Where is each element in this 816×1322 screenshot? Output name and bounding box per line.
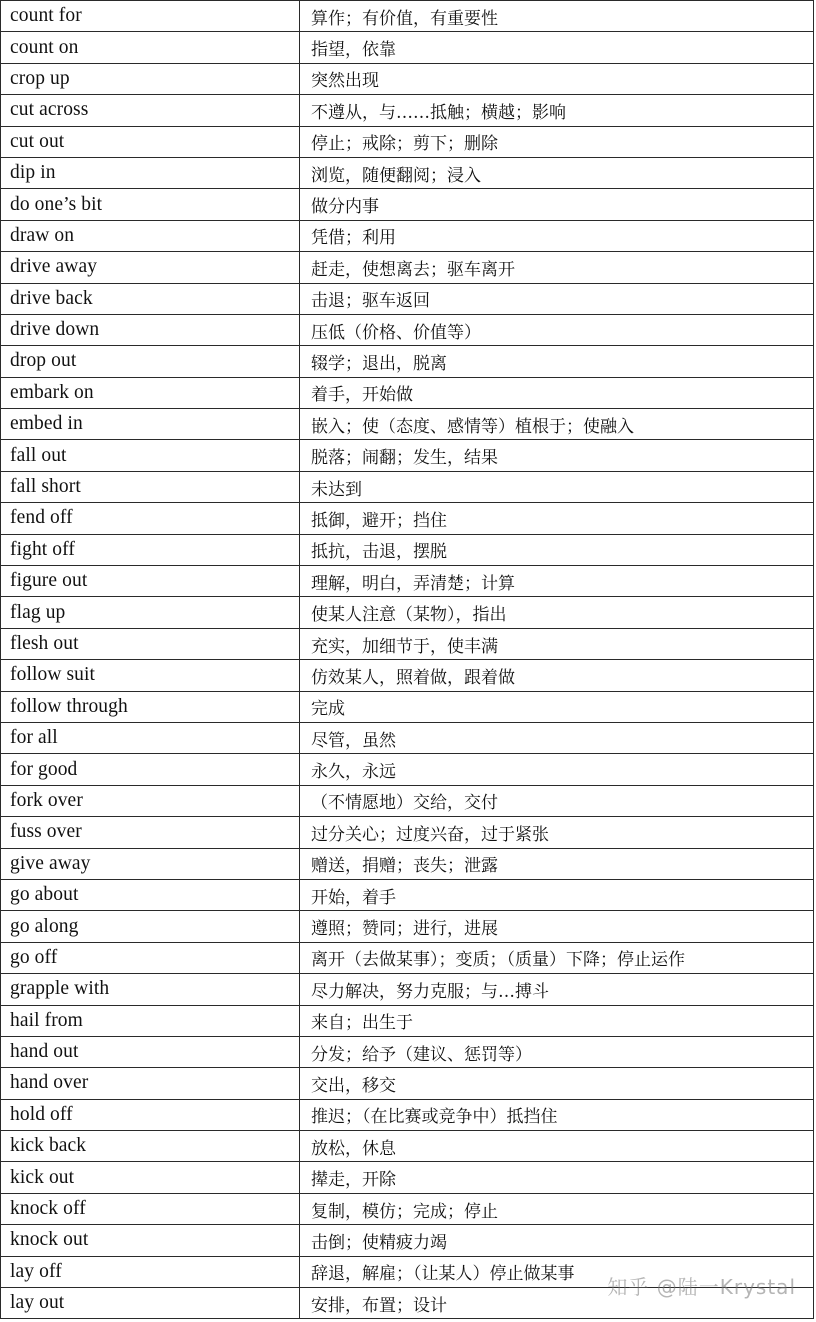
phrase-meaning: 着手，开始做 — [300, 377, 814, 408]
table-row — [1, 440, 814, 471]
table-row — [1, 283, 814, 314]
phrase-meaning: 理解，明白，弄清楚；计算 — [300, 566, 814, 597]
phrase-meaning: 未达到 — [300, 471, 814, 502]
phrase-meaning: 开始，着手 — [300, 879, 814, 910]
phrase-meaning: 抵御，避开；挡住 — [300, 503, 814, 534]
table-row — [1, 377, 814, 408]
phrase-term: drive away — [1, 252, 300, 283]
phrase-meaning: 交出，移交 — [300, 1068, 814, 1099]
phrase-term: for all — [1, 722, 300, 753]
phrase-meaning: 赠送，捐赠；丧失；泄露 — [300, 848, 814, 879]
phrase-term: drive back — [1, 283, 300, 314]
phrase-term: cut across — [1, 95, 300, 126]
table-row — [1, 32, 814, 63]
table-row — [1, 63, 814, 94]
phrase-term: fend off — [1, 503, 300, 534]
table-row — [1, 597, 814, 628]
table-row — [1, 911, 814, 942]
table-row — [1, 346, 814, 377]
phrase-meaning: 撵走，开除 — [300, 1162, 814, 1193]
phrase-term: give away — [1, 848, 300, 879]
table-row — [1, 220, 814, 251]
phrase-term: hold off — [1, 1099, 300, 1130]
phrase-meaning: 推迟；（在比赛或竞争中）抵挡住 — [300, 1099, 814, 1130]
phrase-term: grapple with — [1, 974, 300, 1005]
phrase-meaning: 永久，永远 — [300, 754, 814, 785]
phrase-meaning: 来自；出生于 — [300, 1005, 814, 1036]
table-row — [1, 754, 814, 785]
table-row — [1, 879, 814, 910]
table-row — [1, 471, 814, 502]
phrase-term: dip in — [1, 157, 300, 188]
phrase-meaning: 使某人注意（某物），指出 — [300, 597, 814, 628]
table-row — [1, 722, 814, 753]
phrase-term: fuss over — [1, 817, 300, 848]
phrase-term: flesh out — [1, 628, 300, 659]
phrase-meaning: 击退；驱车返回 — [300, 283, 814, 314]
table-row — [1, 1036, 814, 1067]
table-row — [1, 1, 814, 32]
phrase-meaning: 过分关心；过度兴奋，过于紧张 — [300, 817, 814, 848]
phrase-term: cut out — [1, 126, 300, 157]
table-row — [1, 126, 814, 157]
phrase-meaning: 不遵从，与……抵触；横越；影响 — [300, 95, 814, 126]
table-row — [1, 1288, 814, 1319]
table-row — [1, 252, 814, 283]
phrasal-verb-table-body — [1, 1, 814, 1319]
phrase-meaning: 浏览，随便翻阅；浸入 — [300, 157, 814, 188]
phrase-meaning: 停止；戒除；剪下；删除 — [300, 126, 814, 157]
table-row — [1, 1193, 814, 1224]
phrase-meaning: 放松，休息 — [300, 1131, 814, 1162]
phrase-term: hail from — [1, 1005, 300, 1036]
phrase-term: hand out — [1, 1036, 300, 1067]
phrase-meaning: 辍学；退出，脱离 — [300, 346, 814, 377]
phrase-meaning: 安排，布置；设计 — [300, 1288, 814, 1319]
phrase-term: drive down — [1, 314, 300, 345]
table-row — [1, 95, 814, 126]
phrase-term: flag up — [1, 597, 300, 628]
phrase-term: count on — [1, 32, 300, 63]
table-row — [1, 660, 814, 691]
table-row — [1, 1256, 814, 1287]
phrase-meaning: 分发；给予（建议、惩罚等） — [300, 1036, 814, 1067]
phrase-meaning: 赶走，使想离去；驱车离开 — [300, 252, 814, 283]
phrase-term: knock out — [1, 1225, 300, 1256]
phrase-term: go about — [1, 879, 300, 910]
phrase-term: count for — [1, 1, 300, 32]
phrase-meaning: 嵌入；使（态度、感情等）植根于；使融入 — [300, 409, 814, 440]
table-row — [1, 785, 814, 816]
table-row — [1, 942, 814, 973]
phrase-term: follow suit — [1, 660, 300, 691]
phrase-term: knock off — [1, 1193, 300, 1224]
phrase-term: kick back — [1, 1131, 300, 1162]
table-row — [1, 848, 814, 879]
phrase-meaning: 脱落；闹翻；发生，结果 — [300, 440, 814, 471]
table-row — [1, 566, 814, 597]
phrase-meaning: （不情愿地）交给，交付 — [300, 785, 814, 816]
phrase-meaning: 做分内事 — [300, 189, 814, 220]
table-row — [1, 157, 814, 188]
phrase-term: do one’s bit — [1, 189, 300, 220]
phrase-term: embark on — [1, 377, 300, 408]
phrase-meaning: 击倒；使精疲力竭 — [300, 1225, 814, 1256]
phrase-meaning: 尽管，虽然 — [300, 722, 814, 753]
phrase-term: for good — [1, 754, 300, 785]
table-row — [1, 1005, 814, 1036]
phrase-term: draw on — [1, 220, 300, 251]
table-row — [1, 1162, 814, 1193]
phrase-meaning: 算作；有价值，有重要性 — [300, 1, 814, 32]
phrase-term: fight off — [1, 534, 300, 565]
phrase-meaning: 尽力解决，努力克服；与…搏斗 — [300, 974, 814, 1005]
phrase-term: figure out — [1, 566, 300, 597]
phrase-term: lay out — [1, 1288, 300, 1319]
phrase-term: drop out — [1, 346, 300, 377]
table-row — [1, 1068, 814, 1099]
phrase-term: crop up — [1, 63, 300, 94]
phrase-meaning: 复制，模仿；完成；停止 — [300, 1193, 814, 1224]
phrase-meaning: 突然出现 — [300, 63, 814, 94]
phrase-meaning: 辞退，解雇；（让某人）停止做某事 — [300, 1256, 814, 1287]
watermark: 知乎 @陆一Krystal — [607, 1275, 796, 1299]
phrase-term: fork over — [1, 785, 300, 816]
table-row — [1, 1099, 814, 1130]
table-row — [1, 189, 814, 220]
phrase-meaning: 遵照；赞同；进行，进展 — [300, 911, 814, 942]
phrase-meaning: 离开（去做某事）；变质；（质量）下降；停止运作 — [300, 942, 814, 973]
table-row — [1, 409, 814, 440]
phrase-term: kick out — [1, 1162, 300, 1193]
table-row — [1, 628, 814, 659]
table-row — [1, 691, 814, 722]
phrase-meaning: 仿效某人，照着做，跟着做 — [300, 660, 814, 691]
table-row — [1, 1225, 814, 1256]
phrase-term: follow through — [1, 691, 300, 722]
phrase-term: go along — [1, 911, 300, 942]
phrase-meaning: 充实，加细节于，使丰满 — [300, 628, 814, 659]
phrase-meaning: 凭借；利用 — [300, 220, 814, 251]
phrase-term: fall out — [1, 440, 300, 471]
phrase-term: go off — [1, 942, 300, 973]
phrase-meaning: 压低（价格、价值等） — [300, 314, 814, 345]
phrase-term: embed in — [1, 409, 300, 440]
phrase-meaning: 抵抗，击退，摆脱 — [300, 534, 814, 565]
table-row — [1, 503, 814, 534]
phrase-term: lay off — [1, 1256, 300, 1287]
phrase-term: hand over — [1, 1068, 300, 1099]
phrase-meaning: 完成 — [300, 691, 814, 722]
phrase-meaning: 指望，依靠 — [300, 32, 814, 63]
table-row — [1, 534, 814, 565]
table-row — [1, 1131, 814, 1162]
table-row — [1, 817, 814, 848]
table-row — [1, 974, 814, 1005]
phrase-term: fall short — [1, 471, 300, 502]
table-row — [1, 314, 814, 345]
